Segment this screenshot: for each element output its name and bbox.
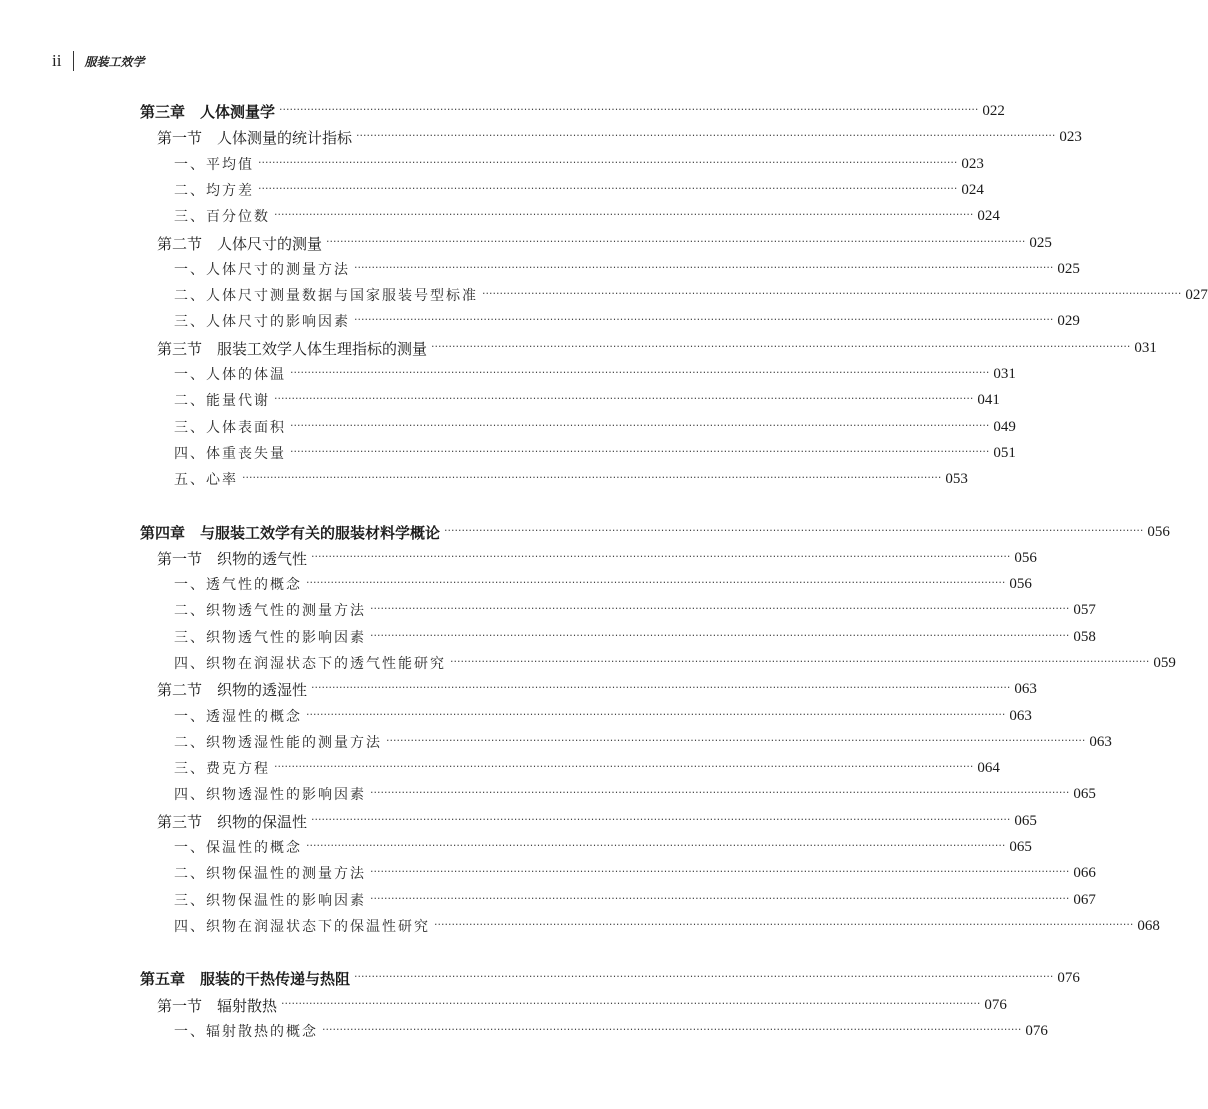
- toc-page-number: 056: [1014, 549, 1037, 566]
- toc-item[interactable]: [174, 571, 1032, 597]
- toc-section[interactable]: [157, 808, 1037, 834]
- dot-leader: ········································································································································································································: [274, 391, 974, 405]
- dot-leader: ········································································································································································································: [356, 128, 1056, 142]
- toc-page-number: 063: [1009, 707, 1032, 724]
- toc-entry-title: 一、人体尺寸的测量方法: [174, 262, 350, 278]
- toc-item[interactable]: [174, 624, 1096, 650]
- header-divider: [73, 51, 74, 71]
- toc-entry-title: 第三节 服装工效学人体生理指标的测量: [157, 339, 428, 358]
- dot-leader: ········································································································································································································: [306, 575, 1006, 589]
- dot-leader: ········································································································································································································: [434, 917, 1134, 931]
- dot-leader: ········································································································································································································: [370, 864, 1070, 878]
- dot-leader: ········································································································································································································: [354, 969, 1054, 983]
- toc-item[interactable]: [174, 860, 1096, 886]
- toc-item[interactable]: [174, 913, 1160, 939]
- toc-item[interactable]: [174, 414, 1016, 440]
- toc-entry-title: 四、织物透湿性的影响因素: [174, 787, 366, 803]
- toc-page-number: 051: [993, 444, 1016, 461]
- dot-leader: ········································································································································································································: [258, 181, 958, 195]
- toc-page-number: 031: [1134, 339, 1157, 356]
- toc-entry-title: 一、透气性的概念: [174, 577, 302, 593]
- toc-entry-title: 三、织物保温性的影响因素: [174, 893, 366, 909]
- toc-entry-title: 三、人体尺寸的影响因素: [174, 314, 350, 330]
- toc-entry-title: 四、织物在润湿状态下的透气性能研究: [174, 656, 446, 672]
- toc-item[interactable]: [174, 282, 1208, 308]
- toc-entry-title: 二、织物透气性的测量方法: [174, 603, 366, 619]
- toc-entry-title: 第二节 人体尺寸的测量: [157, 234, 323, 253]
- dot-leader: ········································································································································································································: [450, 654, 1150, 668]
- dot-leader: ········································································································································································································: [290, 444, 990, 458]
- toc-page-number: 027: [1185, 286, 1208, 303]
- toc-item[interactable]: [174, 650, 1176, 676]
- toc-entry-title: 五、心率: [174, 472, 238, 488]
- toc-chapter[interactable]: [140, 519, 1170, 545]
- toc-page-number: 053: [945, 470, 968, 487]
- toc-entry-title: 一、平均值: [174, 157, 254, 173]
- toc-item[interactable]: [174, 755, 1000, 781]
- toc-entry-title: 一、保温性的概念: [174, 840, 302, 856]
- toc-page-number: 065: [1014, 812, 1037, 829]
- toc-section[interactable]: [157, 676, 1037, 702]
- toc-page-number: 068: [1137, 917, 1160, 934]
- dot-leader: ········································································································································································································: [326, 234, 1026, 248]
- toc-item[interactable]: [174, 466, 968, 492]
- toc-page-number: 041: [977, 391, 1000, 408]
- toc-page-number: 063: [1089, 733, 1112, 750]
- dot-leader: ········································································································································································································: [311, 680, 1011, 694]
- toc-page-number: 024: [961, 181, 984, 198]
- toc-section[interactable]: [157, 124, 1082, 150]
- dot-leader: ········································································································································································································: [482, 286, 1182, 300]
- dot-leader: ········································································································································································································: [354, 312, 1054, 326]
- toc-entry-title: 第一节 辐射散热: [157, 996, 278, 1015]
- toc-page-number: 029: [1057, 312, 1080, 329]
- toc-page-number: 076: [984, 996, 1007, 1013]
- toc-entry-title: 三、人体表面积: [174, 420, 286, 436]
- dot-leader: ········································································································································································································: [444, 523, 1144, 537]
- toc-entry-title: 二、能量代谢: [174, 393, 270, 409]
- dot-leader: ········································································································································································································: [274, 207, 974, 221]
- dot-leader: ········································································································································································································: [354, 260, 1054, 274]
- toc-entry-title: 第一节 人体测量的统计指标: [157, 128, 353, 147]
- dot-leader: ········································································································································································································: [242, 470, 942, 484]
- toc-entry-title: 第五章 服装的干热传递与热阻: [140, 969, 351, 988]
- dot-leader: ········································································································································································································: [370, 785, 1070, 799]
- toc-page-number: 065: [1073, 785, 1096, 802]
- dot-leader: ········································································································································································································: [274, 759, 974, 773]
- toc-item[interactable]: [174, 781, 1096, 807]
- toc-entry-title: 一、透湿性的概念: [174, 709, 302, 725]
- toc-entry-title: 三、织物透气性的影响因素: [174, 630, 366, 646]
- toc-item[interactable]: [174, 887, 1096, 913]
- dot-leader: ········································································································································································································: [290, 365, 990, 379]
- toc-entry-title: 二、均方差: [174, 183, 254, 199]
- toc-item[interactable]: [174, 834, 1032, 860]
- dot-leader: ········································································································································································································: [279, 102, 979, 116]
- toc-page-number: 076: [1025, 1022, 1048, 1039]
- dot-leader: ········································································································································································································: [322, 1022, 1022, 1036]
- toc-page-number: 063: [1014, 680, 1037, 697]
- dot-leader: ········································································································································································································: [306, 838, 1006, 852]
- toc-page-number: 059: [1153, 654, 1176, 671]
- dot-leader: ········································································································································································································: [311, 812, 1011, 826]
- dot-leader: ········································································································································································································: [258, 155, 958, 169]
- toc-page-number: 057: [1073, 601, 1096, 618]
- toc-section[interactable]: [157, 545, 1037, 571]
- toc-item[interactable]: [174, 597, 1096, 623]
- toc-page-number: 049: [993, 418, 1016, 435]
- toc-entry-title: 第三章 人体测量学: [140, 102, 276, 121]
- toc-item[interactable]: [174, 256, 1080, 282]
- toc-chapter[interactable]: [140, 98, 1005, 124]
- dot-leader: ········································································································································································································: [290, 418, 990, 432]
- toc-entry-title: 一、辐射散热的概念: [174, 1024, 318, 1040]
- toc-page-number: 023: [1059, 128, 1082, 145]
- toc-page-number: 031: [993, 365, 1016, 382]
- toc-page-number: 022: [982, 102, 1005, 119]
- page-number: ii: [52, 51, 62, 70]
- toc-item[interactable]: [174, 361, 1016, 387]
- toc-entry-title: 二、织物保温性的测量方法: [174, 866, 366, 882]
- toc-entry-title: 第三节 织物的保温性: [157, 812, 308, 831]
- toc-section[interactable]: [157, 335, 1157, 361]
- toc-item[interactable]: [174, 203, 1000, 229]
- toc-page-number: 076: [1057, 969, 1080, 986]
- toc-item[interactable]: [174, 387, 1000, 413]
- dot-leader: ········································································································································································································: [370, 891, 1070, 905]
- toc-page-number: 025: [1057, 260, 1080, 277]
- toc-page-number: 065: [1009, 838, 1032, 855]
- toc-entry-title: 一、人体的体温: [174, 367, 286, 383]
- page-header: [52, 50, 144, 72]
- toc-entry-title: 二、人体尺寸测量数据与国家服装号型标准: [174, 288, 478, 304]
- toc-page-number: 058: [1073, 628, 1096, 645]
- toc-entry-title: 第二节 织物的透湿性: [157, 680, 308, 699]
- dot-leader: ········································································································································································································: [370, 601, 1070, 615]
- toc-item[interactable]: [174, 151, 984, 177]
- toc-item[interactable]: [174, 703, 1032, 729]
- toc-entry-title: 四、织物在润湿状态下的保温性研究: [174, 919, 430, 935]
- toc-page-number: 056: [1009, 575, 1032, 592]
- dot-leader: ········································································································································································································: [370, 628, 1070, 642]
- toc-chapter[interactable]: [140, 965, 1080, 991]
- toc-entry-title: 第四章 与服装工效学有关的服装材料学概论: [140, 523, 441, 542]
- toc-entry-title: 第一节 织物的透气性: [157, 549, 308, 568]
- toc-entry-title: 四、体重丧失量: [174, 446, 286, 462]
- toc-page-number: 066: [1073, 864, 1096, 881]
- toc-item[interactable]: [174, 440, 1016, 466]
- toc-item[interactable]: [174, 177, 984, 203]
- toc-page-number: 056: [1147, 523, 1170, 540]
- dot-leader: ········································································································································································································: [281, 996, 981, 1010]
- dot-leader: ········································································································································································································: [311, 549, 1011, 563]
- toc-page-number: 064: [977, 759, 1000, 776]
- toc-page-number: 023: [961, 155, 984, 172]
- dot-leader: ········································································································································································································: [431, 339, 1131, 353]
- dot-leader: ········································································································································································································: [386, 733, 1086, 747]
- toc-page-number: 024: [977, 207, 1000, 224]
- toc-item[interactable]: [174, 1018, 1048, 1044]
- toc-entry-title: 三、百分位数: [174, 209, 270, 225]
- toc-page-number: 067: [1073, 891, 1096, 908]
- toc-item[interactable]: [174, 308, 1080, 334]
- toc-entry-title: 三、费克方程: [174, 761, 270, 777]
- dot-leader: ········································································································································································································: [306, 707, 1006, 721]
- book-title: 服装工效学: [84, 54, 145, 69]
- toc-section[interactable]: [157, 230, 1052, 256]
- toc-section[interactable]: [157, 992, 1007, 1018]
- toc-page-number: 025: [1029, 234, 1052, 251]
- toc-entry-title: 二、织物透湿性能的测量方法: [174, 735, 382, 751]
- toc-item[interactable]: [174, 729, 1112, 755]
